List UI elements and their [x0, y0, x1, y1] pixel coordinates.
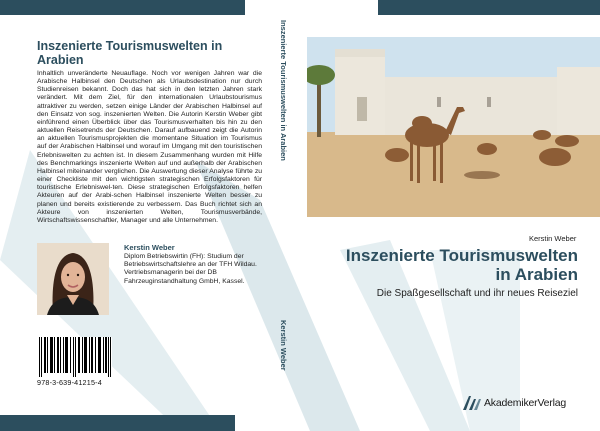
front-title-line1: Inszenierte Tourismuswelten — [345, 246, 578, 265]
back-cover-title: Inszenierte Tourismuswelten in Arabien — [37, 39, 223, 67]
barcode — [37, 337, 112, 377]
cover-photo-camels — [307, 37, 600, 217]
top-bar-right — [378, 0, 600, 15]
bottom-bar-left — [0, 415, 235, 431]
publisher-name: AkademikerVerlag — [484, 397, 567, 409]
isbn-number: 978-3-639-41215-4 — [37, 378, 102, 387]
front-title — [318, 246, 578, 284]
spine-title: Inszenierte Tourismuswelten in Arabien — [279, 20, 288, 161]
spine-author: Kerstin Weber — [279, 320, 288, 371]
publisher-logo-block — [462, 395, 582, 413]
front-subtitle: Die Spaßgesellschaft und ihr neues Reiseziel — [376, 288, 578, 299]
author-photo — [37, 243, 109, 315]
front-author: Kerstin Weber — [529, 234, 577, 243]
back-cover-blurb: Inhaltlich unveränderte Neuauflage. Noch vor wenigen Jahren war die Arabische Halbinsel den Deutschen als Urlaubsdestination nur durch Studienreisen bekannt. Doch das hat sich in den letzten Jahren stark verändert. Mit dem Ziel, für den internationalen Urlaubstourismus attraktiver zu werden, setzen einige Länder der Arabischen Halbinsel auf den Einsatz von sog. inszenierten Welten. Die Autorin Kerstin Weber gibt einführend einen Überblick über das Tourismusverhalten bis hin zu den aktuellen Reisetrends der Deutschen. Darauf aufbauend zeigt die Autorin an aktuellen Tourismusprojekten die momentane Situation im Tourismus auf der Arabischen Halbinsel und worauf im Umgang mit den touristischen Erlebniswelten zu achten ist. In diesem Zusammenhang wurden mit Hilfe des Benchmarkings inszenierte Welten auf und außerhalb der Arabischen Halbinsel miteinander verglichen. Die Auswertung dieser Analyse führte zu einer Checkliste mit den wichtigsten strategischen Erfolgsfaktoren für touristische Erlebniswel-ten. Diese strategischen Erfolgsfaktoren helfen Akteuren auf der Arabi-schen Halbinsel inszenierte Welten besser zu planen und bereits existierende zu verbessern. Das Buch richtet sich an Akteure von inszenierten Welten, Tourismusverbände, Wirtschaftswissenschaftler, Manager und alle Unternehmen. — [37, 70, 262, 224]
publisher-av-icon — [462, 395, 482, 411]
front-title-line2: in Arabien — [495, 265, 578, 284]
author-name: Kerstin Weber — [124, 243, 175, 252]
top-bar-left — [0, 0, 245, 15]
author-bio: Diplom Betriebswirtin (FH): Studium der Betriebswirtschaftslehre an der TFH Wildau. Vertriebsmanagerin bei der DB Fahrzeuginstandhaltung GmbH, Kassel. — [124, 253, 257, 285]
